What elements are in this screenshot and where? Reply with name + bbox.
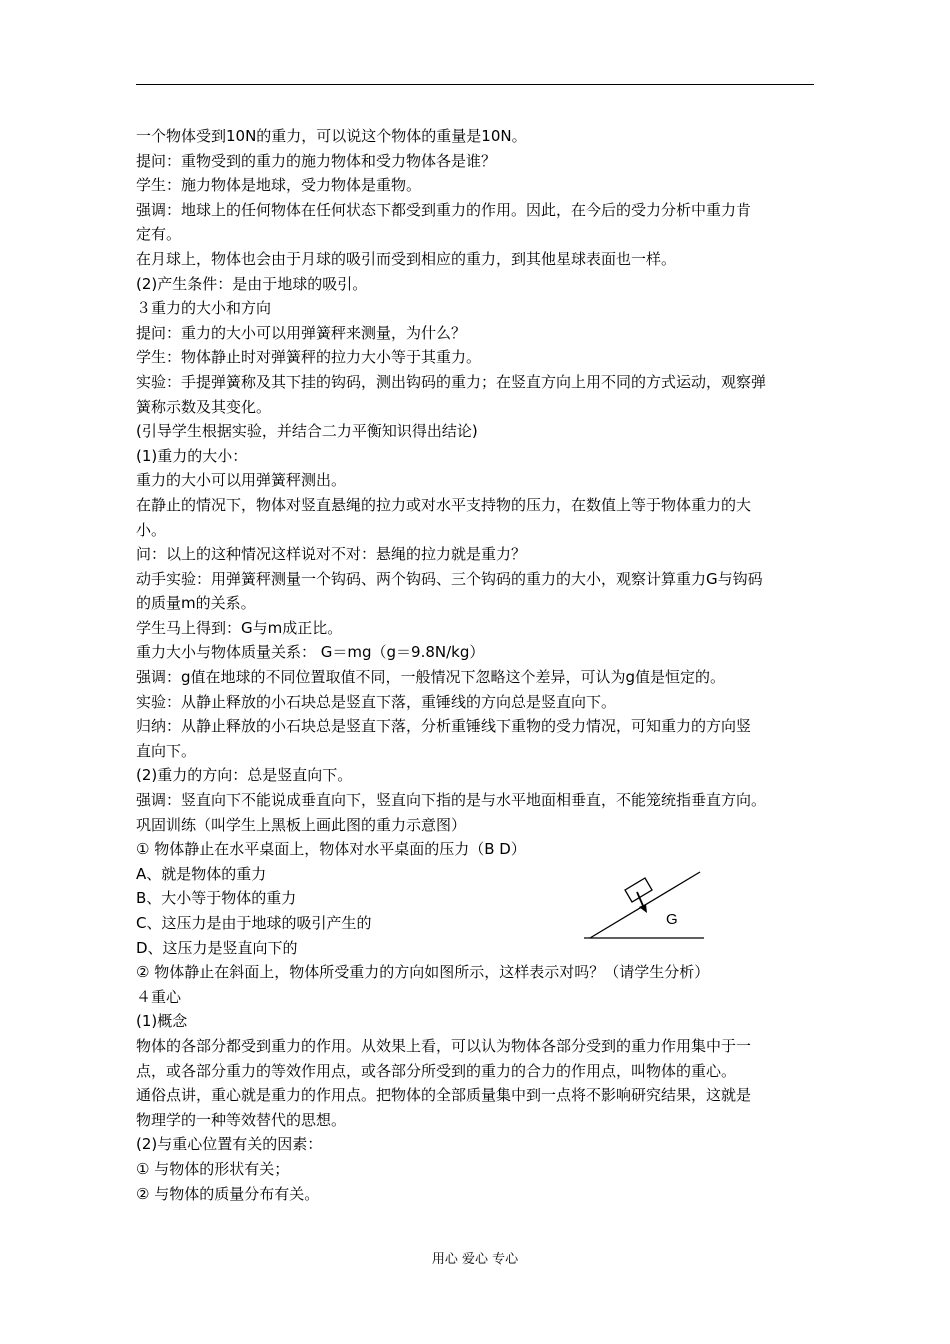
- section-heading: ３重力的大小和方向: [136, 299, 272, 318]
- text-line: 的质量m的关系。: [136, 594, 256, 613]
- text-line: 强调：竖直向下不能说成垂直向下，竖直向下指的是与水平地面相垂直，不能笼统指垂直方向。: [136, 791, 767, 810]
- text-line: 实验：从静止释放的小石块总是竖直下落，重锤线的方向总是竖直向下。: [136, 692, 617, 711]
- option-d: D、这压力是竖直向下的: [136, 938, 298, 957]
- text-line: 重力的大小可以用弹簧秤测出。: [136, 471, 347, 490]
- text-line: 实验：手提弹簧称及其下挂的钩码，测出钩码的重力；在竖直方向上用不同的方式运动，观察弹: [136, 372, 767, 391]
- text-line: (2)与重心位置有关的因素：: [136, 1135, 323, 1154]
- text-line: 强调：g值在地球的不同位置取值不同，一般情况下忽略这个差异，可认为g值是恒定的。: [136, 668, 726, 687]
- text-line: 通俗点讲，重心就是重力的作用点。把物体的全部质量集中到一点将不影响研究结果，这就是: [136, 1086, 752, 1105]
- text-line: 归纳：从静止释放的小石块总是竖直下落，分析重锤线下重物的受力情况，可知重力的方向竖: [136, 717, 752, 736]
- text-line: 问：以上的这种情况这样说对不对：悬绳的拉力就是重力？: [136, 545, 527, 564]
- text-line: 学生：施力物体是地球，受力物体是重物。: [136, 176, 422, 195]
- text-line: (1)重力的大小：: [136, 446, 248, 465]
- text-line: (2)重力的方向：总是竖直向下。: [136, 766, 353, 785]
- text-line: 小。: [136, 520, 167, 539]
- text-line: 提问：重物受到的重力的施力物体和受力物体各是谁？: [136, 151, 497, 170]
- text-line: 学生马上得到：G与m成正比。: [136, 618, 343, 637]
- text-line: 提问：重力的大小可以用弹簧秤来测量，为什么？: [136, 323, 467, 342]
- text-line: ② 与物体的质量分布有关。: [136, 1184, 320, 1203]
- incline-diagram: [584, 866, 710, 944]
- text-line: 学生：物体静止时对弹簧秤的拉力大小等于其重力。: [136, 348, 482, 367]
- text-line: 在月球上，物体也会由于月球的吸引而受到相应的重力，到其他星球表面也一样。: [136, 249, 677, 268]
- text-line: 动手实验：用弹簧秤测量一个钩码、两个钩码、三个钩码的重力的大小，观察计算重力G与钩码: [136, 569, 763, 588]
- text-line: 重力大小与物体质量关系： G＝mg（g＝9.8N/kg）: [136, 643, 485, 662]
- text-line: (2)产生条件：是由于地球的吸引。: [136, 274, 368, 293]
- text-line: 巩固训练（叫学生上黑板上画此图的重力示意图）: [136, 815, 467, 834]
- section-heading: ４重心: [136, 987, 182, 1006]
- text-line: 一个物体受到10N的重力，可以说这个物体的重量是10N。: [136, 127, 527, 145]
- text-line: 在静止的情况下，物体对竖直悬绳的拉力或对水平支持物的压力，在数值上等于物体重力的大: [136, 495, 752, 514]
- option-c: C、这压力是由于地球的吸引产生的: [136, 914, 372, 932]
- page-footer: 用心 爱心 专心: [431, 1252, 519, 1267]
- option-a: A、就是物体的重力: [136, 864, 267, 883]
- g-label: G: [666, 911, 678, 928]
- text-line: ① 与物体的形状有关；: [136, 1159, 290, 1178]
- text-line: 物理学的一种等效替代的思想。: [136, 1110, 347, 1129]
- question-line: ① 物体静止在水平桌面上，物体对水平桌面的压力（B D）: [136, 840, 526, 859]
- text-line: 物体的各部分都受到重力的作用。从效果上看，可以认为物体各部分受到的重力作用集中于一: [136, 1036, 752, 1055]
- option-b: B、大小等于物体的重力: [136, 889, 297, 908]
- block: [625, 878, 652, 902]
- text-line: 定有。: [136, 225, 182, 244]
- document-body: [136, 124, 816, 1206]
- question-line: ② 物体静止在斜面上，物体所受重力的方向如图所示，这样表示对吗？（请学生分析）: [136, 963, 710, 982]
- text-line: (引导学生根据实验，并结合二力平衡知识得出结论): [136, 422, 478, 441]
- text-line: 强调：地球上的任何物体在任何状态下都受到重力的作用。因此，在今后的受力分析中重力肯: [136, 200, 752, 219]
- text-line: (1)概念: [136, 1012, 188, 1031]
- text-line: 簧称示数及其变化。: [136, 397, 272, 416]
- text-line: 点，或各部分重力的等效作用点，或各部分所受到的重力的合力的作用点，叫物体的重心。: [136, 1061, 737, 1080]
- text-line: 直向下。: [136, 741, 197, 760]
- header-rule: [136, 84, 814, 85]
